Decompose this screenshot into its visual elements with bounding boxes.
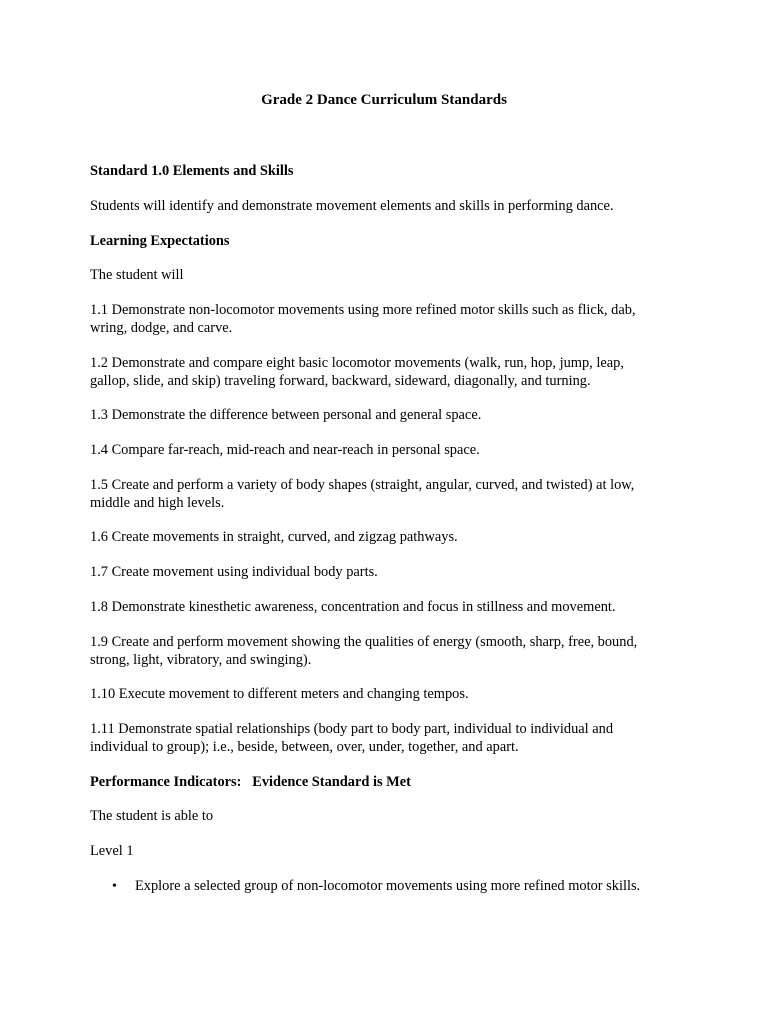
expectation-line: 1.11 Demonstrate spatial relationships (body part to body part, individual to individual and <box>90 721 614 737</box>
expectation-line: gallop, slide, and skip) traveling forward, backward, sideward, diagonally, and turning. <box>90 373 591 389</box>
expectation-line: 1.1 Demonstrate non-locomotor movements using more refined motor skills such as flick, dab, <box>90 302 636 318</box>
expectation-line: 1.9 Create and perform movement showing the qualities of energy (smooth, sharp, free, bound, <box>90 634 638 650</box>
performance-indicators-heading: Performance Indicators: Evidence Standard is Met <box>90 774 411 790</box>
bullet-item: Explore a selected group of non-locomotor movements using more refined motor skills. <box>135 878 641 894</box>
bullet-icon: • <box>112 879 117 894</box>
level-label: Level 1 <box>90 843 134 859</box>
expectation-line: 1.10 Execute movement to different meters and changing tempos. <box>90 686 469 702</box>
student-able-text: The student is able to <box>90 808 214 824</box>
learning-expectations-heading: Learning Expectations <box>90 233 230 249</box>
expectation-line: 1.8 Demonstrate kinesthetic awareness, concentration and focus in stillness and movement. <box>90 599 616 615</box>
expectation-line: individual to group); i.e., beside, between, over, under, together, and apart. <box>90 739 519 755</box>
expectation-line: 1.2 Demonstrate and compare eight basic locomotor movements (walk, run, hop, jump, leap, <box>90 355 624 371</box>
standard-intro: Students will identify and demonstrate movement elements and skills in performing dance. <box>90 198 614 214</box>
student-will-text: The student will <box>90 267 184 283</box>
document-title: Grade 2 Dance Curriculum Standards <box>261 92 507 108</box>
expectation-line: wring, dodge, and carve. <box>90 320 233 336</box>
expectation-line: 1.4 Compare far-reach, mid-reach and near-reach in personal space. <box>90 442 480 458</box>
expectation-line: 1.6 Create movements in straight, curved, and zigzag pathways. <box>90 529 458 545</box>
expectation-line: 1.7 Create movement using individual body parts. <box>90 564 378 580</box>
expectation-line: 1.3 Demonstrate the difference between personal and general space. <box>90 407 482 423</box>
standard-heading: Standard 1.0 Elements and Skills <box>90 163 294 179</box>
expectation-line: middle and high levels. <box>90 495 225 511</box>
expectation-line: 1.5 Create and perform a variety of body shapes (straight, angular, curved, and twisted) at low, <box>90 477 635 493</box>
expectation-line: strong, light, vibratory, and swinging). <box>90 652 312 668</box>
